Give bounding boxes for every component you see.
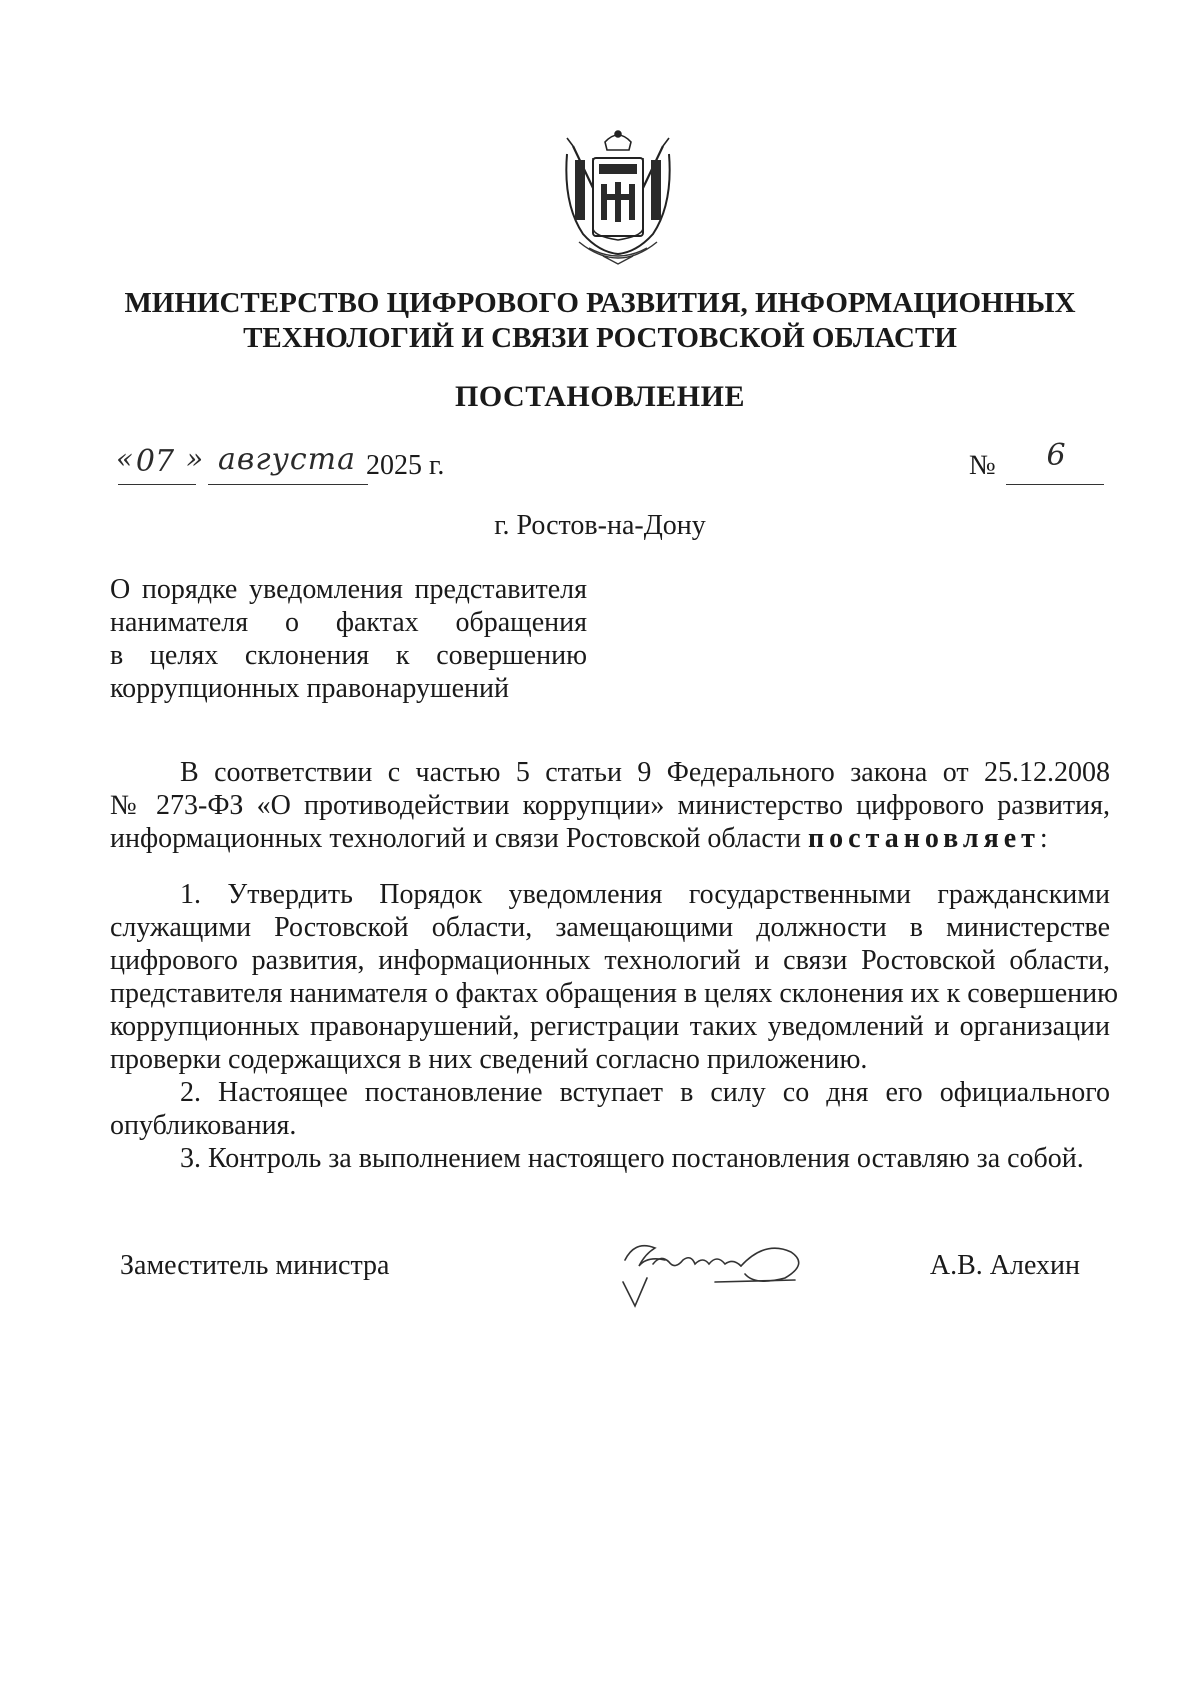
signature-block: [120, 1230, 1080, 1320]
item-2-paragraph: [110, 1076, 1110, 1142]
item-line: 2. Настоящее постановление вступает в силу со дня его официального: [180, 1077, 1110, 1108]
preamble-line: [110, 822, 1110, 855]
document-number-handwritten: 6: [1046, 438, 1066, 473]
date-month-handwritten: августа: [217, 442, 357, 477]
item-1-paragraph: [110, 878, 1119, 1076]
preamble-paragraph: [110, 756, 1110, 855]
city: г. Ростов-на-Дону: [494, 510, 706, 541]
date-number-row: [116, 438, 1096, 494]
date-year: 2025 г.: [366, 450, 445, 481]
item-line: служащими Ростовской области, замещающими должности в министерстве: [110, 912, 1110, 943]
item-line: опубликования.: [110, 1110, 297, 1141]
preamble-text: информационных технологий и связи Ростовской области: [110, 823, 802, 854]
coat-of-arms-emblem: [559, 124, 677, 272]
ministry-header: [120, 286, 1080, 356]
item-line: проверки содержащихся в них сведений согласно приложению.: [110, 1044, 868, 1075]
subject-line: О порядке уведомления представителя: [110, 574, 587, 605]
ministry-name-line1: МИНИСТЕРСТВО ЦИФРОВОГО РАЗВИТИЯ, ИНФОРМАЦИОННЫХ: [124, 287, 1076, 319]
ministry-name-line2: ТЕХНОЛОГИЙ И СВЯЗИ РОСТОВСКОЙ ОБЛАСТИ: [243, 322, 957, 354]
signatory-name: А.В. Алехин: [929, 1250, 1080, 1281]
handwritten-signature: [595, 1230, 805, 1310]
subject-line: нанимателя о фактах обращения: [110, 607, 587, 638]
item-line: коррупционных правонарушений, регистрации таких уведомлений и организации: [110, 1011, 1110, 1042]
item-line: 3. Контроль за выполнением настоящего постановления оставляю за собой.: [180, 1143, 1084, 1174]
item-3-paragraph: [110, 1142, 1110, 1175]
date-open-quote: «: [116, 442, 134, 475]
preamble-colon: :: [1039, 823, 1048, 854]
number-sign: №: [969, 450, 996, 481]
preamble-line: № 273-ФЗ «О противодействии коррупции» министерство цифрового развития,: [110, 790, 1110, 821]
item-line: 1. Утвердить Порядок уведомления государственными гражданскими: [180, 879, 1110, 910]
subject-line: в целях склонения к совершению: [110, 640, 587, 671]
subject-line: коррупционных правонарушений: [110, 673, 509, 704]
signatory-position: Заместитель министра: [120, 1250, 390, 1281]
item-line: представителя нанимателя о фактах обращения в целях склонения их к совершению: [110, 978, 1119, 1009]
date-close-quote: »: [186, 442, 204, 475]
number-underline: [1006, 484, 1104, 485]
document-type-title: ПОСТАНОВЛЕНИЕ: [455, 380, 745, 413]
document-subject: [110, 573, 587, 705]
resolves-verb: постановляет: [808, 823, 1040, 854]
date-day-handwritten: 07: [135, 444, 175, 479]
item-line: цифрового развития, информационных технологий и связи Ростовской области,: [110, 945, 1110, 976]
date-month-underline: [208, 484, 368, 485]
preamble-line: В соответствии с частью 5 статьи 9 Федерального закона от 25.12.2008: [180, 757, 1110, 788]
date-day-underline: [118, 484, 196, 485]
